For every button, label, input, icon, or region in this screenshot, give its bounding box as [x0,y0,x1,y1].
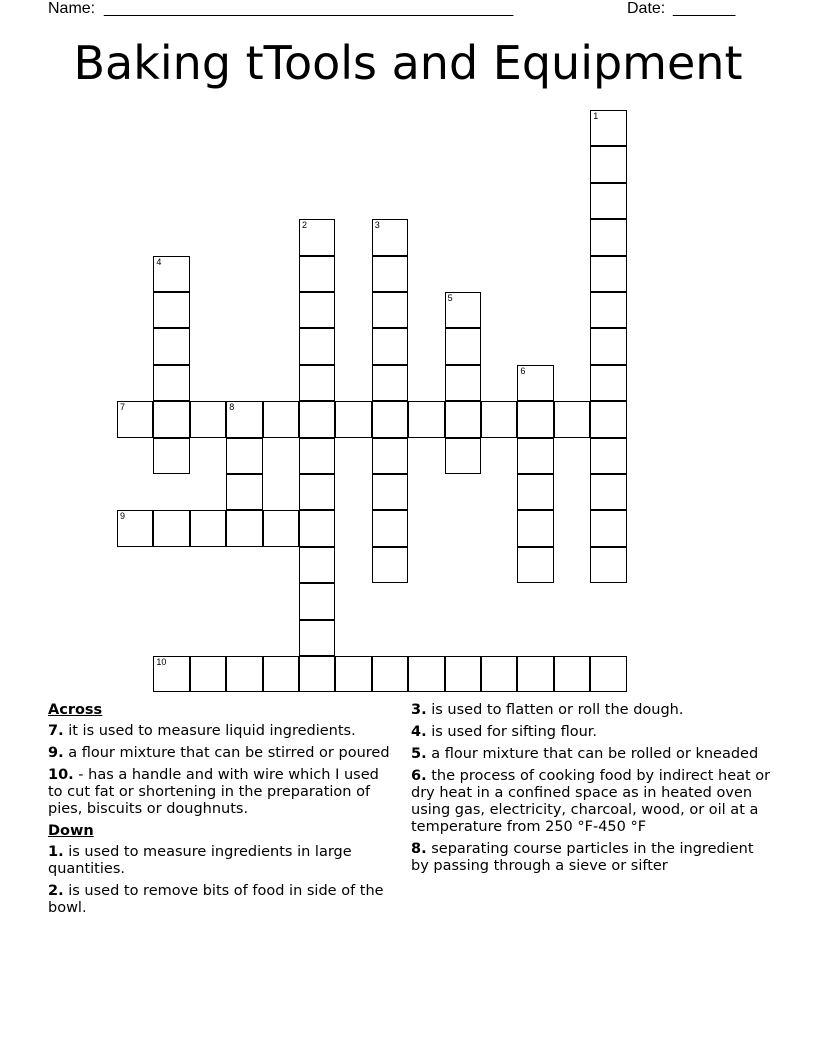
grid-cell[interactable] [299,256,335,292]
grid-cell[interactable] [153,292,189,328]
grid-cell[interactable] [226,438,262,474]
clue-text: the process of cooking food by indirect heat or dry heat in a confined space as in heated oven using gas, electricity, charcoal, wood, or oil at a temperature from 250 °F-450 °F [411,768,771,835]
clue-item [48,767,393,818]
clue-item [48,883,393,917]
grid-cell[interactable] [372,401,408,437]
grid-cell[interactable] [590,474,626,510]
clue-number: 6. [411,768,427,784]
down-clue-list-left [48,844,393,917]
cell-number: 6 [520,365,526,376]
cell-number: 7 [120,402,126,413]
grid-cell[interactable] [517,365,553,401]
grid-cell[interactable] [299,583,335,619]
clue-item [411,841,771,875]
grid-cell[interactable] [408,656,444,692]
cell-number: 5 [447,293,453,303]
clue-item [411,746,771,763]
grid-cell[interactable] [445,292,481,328]
grid-cell[interactable] [299,438,335,474]
cell-number: 4 [156,256,162,267]
clue-number: 2. [48,883,64,899]
clue-text: a flour mixture that can be stirred or poured [63,745,390,761]
grid-cell[interactable] [372,219,408,255]
grid-cell[interactable] [263,401,299,437]
grid-cell[interactable] [590,438,626,474]
clue-number: 9. [48,745,64,761]
grid-cell[interactable] [590,292,626,328]
clue-text: is used to measure ingredients in large quantities. [48,844,352,877]
grid-cell[interactable] [335,656,371,692]
grid-cell[interactable] [517,656,553,692]
grid-cell[interactable] [590,256,626,292]
down-heading: Down [48,823,94,839]
grid-cell[interactable] [445,365,481,401]
clue-item [411,702,771,719]
grid-cell[interactable] [372,510,408,546]
grid-cell[interactable] [554,656,590,692]
clue-item [411,768,771,836]
cell-number: 1 [593,111,599,121]
clue-item [48,723,393,740]
grid-cell[interactable] [226,656,262,692]
name-field-line[interactable]: ______________________________________________ [104,0,514,17]
grid-cell[interactable] [299,401,335,437]
grid-cell[interactable] [590,510,626,546]
across-clue-list [48,723,393,818]
clues-left-column [48,702,393,922]
grid-cell[interactable] [590,656,626,692]
grid-cell[interactable] [335,401,371,437]
grid-cell[interactable] [153,510,189,546]
clue-item [48,745,393,762]
grid-cell[interactable] [408,401,444,437]
grid-cell[interactable] [190,656,226,692]
grid-cell[interactable] [299,365,335,401]
grid-cell[interactable] [226,474,262,510]
name-label: Name: [48,0,96,17]
page-title: Baking tTools and Equipment [73,36,743,90]
grid-cell[interactable] [153,328,189,364]
grid-cell[interactable] [445,401,481,437]
clue-number: 1. [48,844,64,860]
clue-text: it is used to measure liquid ingredients. [63,723,356,739]
grid-cell[interactable] [299,474,335,510]
cell-number: 8 [229,402,235,413]
grid-cell[interactable] [372,328,408,364]
grid-cell[interactable] [517,438,553,474]
grid-cell[interactable] [590,183,626,219]
clues-right-column [411,702,771,880]
grid-cell[interactable] [263,656,299,692]
grid-cell[interactable] [153,401,189,437]
across-heading: Across [48,702,103,718]
grid-cell[interactable] [226,510,262,546]
grid-cell[interactable] [299,292,335,328]
grid-cell[interactable] [372,365,408,401]
grid-cell[interactable] [372,292,408,328]
grid-cell[interactable] [117,510,153,546]
grid-cell[interactable] [590,328,626,364]
clue-text: is used to remove bits of food in side of the bowl. [48,883,384,916]
grid-cell[interactable] [372,547,408,583]
grid-cell[interactable] [299,510,335,546]
grid-cell[interactable] [190,510,226,546]
grid-cell[interactable] [299,547,335,583]
grid-cell[interactable] [263,510,299,546]
grid-cell[interactable] [190,401,226,437]
grid-cell[interactable] [517,547,553,583]
grid-cell[interactable] [153,438,189,474]
grid-cell[interactable] [299,219,335,255]
clue-number: 8. [411,841,427,857]
cell-number: 3 [374,220,380,231]
grid-cell[interactable] [517,401,553,437]
grid-cell[interactable] [372,474,408,510]
date-label: Date: [627,0,666,17]
grid-cell[interactable] [299,328,335,364]
clue-number: 7. [48,723,64,739]
grid-cell[interactable] [590,401,626,437]
date-field-line[interactable]: _______ [673,0,736,17]
grid-cell[interactable] [517,474,553,510]
clue-text: is used to flatten or roll the dough. [426,702,684,718]
grid-cell[interactable] [481,656,517,692]
clue-item [48,844,393,878]
grid-cell[interactable] [153,656,189,692]
grid-cell[interactable] [590,365,626,401]
grid-cell[interactable] [590,219,626,255]
grid-cell[interactable] [226,401,262,437]
grid-cell[interactable] [445,656,481,692]
clue-number: 10. [48,767,74,783]
grid-cell[interactable] [299,620,335,656]
grid-cell[interactable] [590,146,626,182]
grid-cell[interactable] [117,401,153,437]
grid-cell[interactable] [299,656,335,692]
clue-text: is used for sifting flour. [426,724,598,740]
clue-text: separating course particles in the ingredient by passing through a sieve or sifter [411,841,754,874]
clue-item [411,724,771,741]
grid-cell[interactable] [590,547,626,583]
clue-text: a flour mixture that can be rolled or kneaded [426,746,759,762]
down-clue-list-right [411,702,771,875]
clue-number: 5. [411,746,427,762]
grid-cell[interactable] [554,401,590,437]
cell-number: 10 [156,657,167,667]
cell-number: 9 [120,511,126,522]
grid-cell[interactable] [445,328,481,364]
grid-cell[interactable] [372,256,408,292]
grid-cell[interactable] [445,438,481,474]
clue-text: - has a handle and with wire which I used to cut fat or shortening in the preparation of pies, biscuits or doughnuts. [48,767,379,817]
grid-cell[interactable] [372,438,408,474]
clue-number: 3. [411,702,427,718]
grid-cell[interactable] [372,656,408,692]
grid-cell[interactable] [590,110,626,146]
grid-cell[interactable] [517,510,553,546]
grid-cell[interactable] [153,256,189,292]
clue-number: 4. [411,724,427,740]
grid-cell[interactable] [153,365,189,401]
grid-cell[interactable] [481,401,517,437]
cell-number: 2 [302,220,308,231]
